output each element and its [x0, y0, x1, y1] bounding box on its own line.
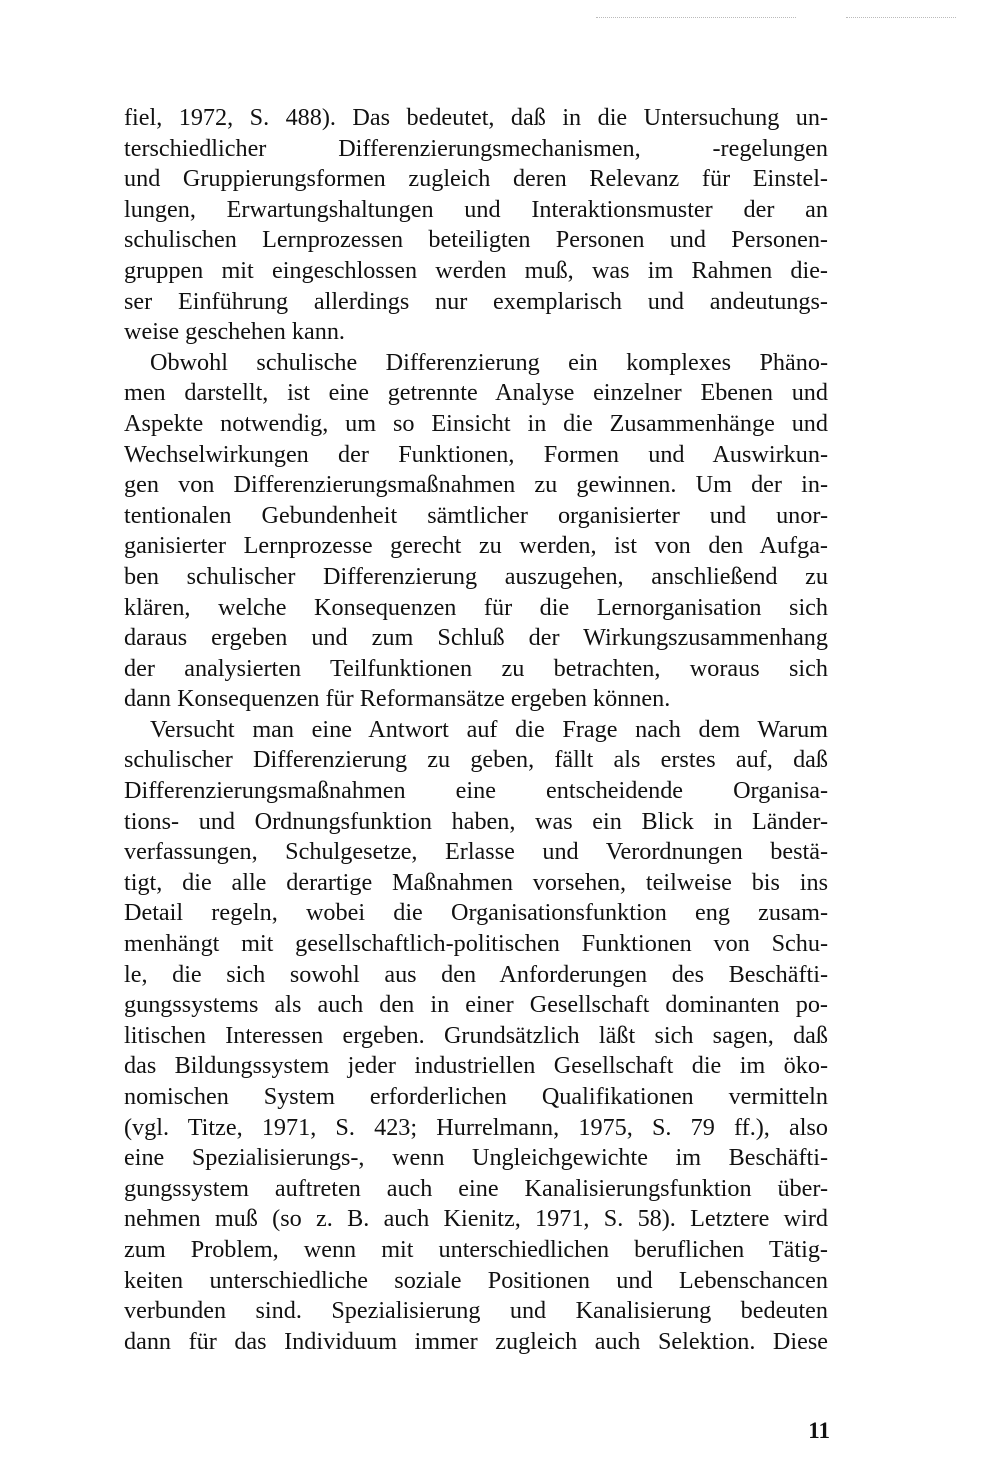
text-line: der analysierten Teilfunktionen zu betrachten, woraus sich [124, 654, 828, 682]
text-line: terschiedlicher Differenzierungsmechanismen, -regelungen [124, 134, 828, 162]
text-line: verfassungen, Schulgesetze, Erlasse und Verordnungen bestä- [124, 838, 828, 866]
text-line: gungssystems als auch den in einer Gesellschaft dominanten po- [124, 991, 828, 1019]
text-line: Wechselwirkungen der Funktionen, Formen und Auswirkun- [124, 440, 828, 468]
text-line: fiel, 1972, S. 488). Das bedeutet, daß in die Untersuchung un- [124, 104, 828, 131]
text-line: dann für das Individuum immer zugleich auch Selektion. Diese [124, 1327, 828, 1355]
text-line: das Bildungssystem jeder industriellen Gesellschaft die im öko- [124, 1052, 828, 1080]
text-line: ganisierter Lernprozesse gerecht zu werden, ist von den Aufga- [124, 532, 828, 560]
text-line: nomischen System erforderlichen Qualifikationen vermitteln [124, 1083, 828, 1110]
text-line: menhängt mit gesellschaftlich-politischen Funktionen von Schu- [124, 930, 828, 958]
text-line: litischen Interessen ergeben. Grundsätzlich läßt sich sagen, daß [124, 1021, 828, 1049]
text-line: schulischen Lernprozessen beteiligten Personen und Personen- [124, 226, 828, 254]
text-line: nehmen muß (so z. B. auch Kienitz, 1971, S. 58). Letztere wird [124, 1205, 828, 1233]
text-line: schulischer Differenzierung zu geben, fällt als erstes auf, daß [124, 746, 828, 774]
text-line: ser Einführung allerdings nur exemplarisch und andeutungs- [124, 287, 828, 315]
body-text [124, 103, 828, 1357]
text-line: verbunden sind. Spezialisierung und Kanalisierung bedeuten [124, 1297, 828, 1325]
text-line: tentionalen Gebundenheit sämtlicher organisierter und unor- [124, 501, 828, 529]
scan-artifact-top-right [846, 17, 956, 18]
text-line: gen von Differenzierungsmaßnahmen zu gewinnen. Um der in- [124, 471, 828, 499]
text-line: gungssystem auftreten auch eine Kanalisierungsfunktion über- [124, 1174, 828, 1202]
text-line: lungen, Erwartungshaltungen und Interaktionsmuster der an [124, 195, 828, 223]
text-line: Detail regeln, wobei die Organisationsfunktion eng zusam- [124, 899, 828, 927]
text-line: Aspekte notwendig, um so Einsicht in die Zusammenhänge und [124, 409, 828, 437]
scan-artifact-top [596, 17, 796, 18]
text-line: und Gruppierungsformen zugleich deren Relevanz für Einstel- [124, 165, 828, 193]
text-line: weise geschehen kann. [124, 318, 345, 346]
text-line: (vgl. Titze, 1971, S. 423; Hurrelmann, 1975, S. 79 ff.), also [124, 1113, 828, 1141]
text-line: Versucht man eine Antwort auf die Frage nach dem Warum [150, 715, 828, 743]
text-line: ben schulischer Differenzierung auszugehen, anschließend zu [124, 562, 828, 590]
text-line: le, die sich sowohl aus den Anforderungen des Beschäfti- [124, 960, 828, 988]
text-line: zum Problem, wenn mit unterschiedlichen beruflichen Tätig- [124, 1235, 828, 1263]
text-line: tigt, die alle derartige Maßnahmen vorsehen, teilweise bis ins [124, 868, 828, 896]
text-line: gruppen mit eingeschlossen werden muß, was im Rahmen die- [124, 256, 828, 284]
text-line: eine Spezialisierungs-, wenn Ungleichgewichte im Beschäfti- [124, 1144, 828, 1172]
text-line: Differenzierungsmaßnahmen eine entscheidende Organisa- [124, 777, 828, 805]
text-line: daraus ergeben und zum Schluß der Wirkungszusammenhang [124, 624, 828, 652]
text-line: men darstellt, ist eine getrennte Analyse einzelner Ebenen und [124, 379, 828, 407]
text-line: klären, welche Konsequenzen für die Lernorganisation sich [124, 593, 828, 621]
page-number: 11 [808, 1418, 830, 1443]
text-line: Obwohl schulische Differenzierung ein komplexes Phäno- [150, 348, 828, 376]
text-line: dann Konsequenzen für Reformansätze ergeben können. [124, 685, 671, 713]
text-line: tions- und Ordnungsfunktion haben, was ein Blick in Länder- [124, 807, 828, 835]
text-line: keiten unterschiedliche soziale Positionen und Lebenschancen [124, 1266, 828, 1294]
